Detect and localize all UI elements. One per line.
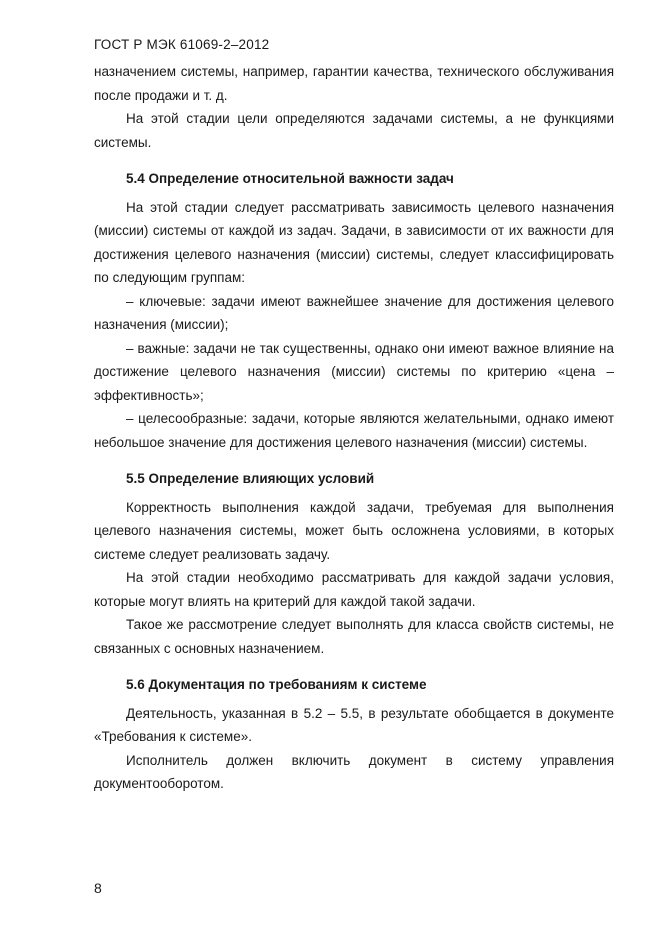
- list-item-desirable-tasks: – целесообразные: задачи, которые являются желательными, однако имеют небольшое значение для достижения целевого назначения (миссии) системы.: [94, 411, 614, 450]
- document-body: [94, 60, 614, 796]
- paragraph-goals: На этой стадии цели определяются задачами системы, а не функциями системы.: [94, 111, 614, 150]
- page-number: 8: [94, 880, 102, 896]
- list-item-important-tasks: – важные: задачи не так существенны, однако они имеют важное влияние на достижение целевого назначения (миссии) системы по критерию «цена – эффективность»;: [94, 340, 614, 403]
- section-5-5-title: 5.5 Определение влияющих условий: [126, 471, 375, 486]
- paragraph-continuation: назначением системы, например, гарантии качества, технического обслуживания после продажи и т. д.: [94, 64, 614, 103]
- section-5-6-title: 5.6 Документация по требованиям к системе: [126, 677, 427, 692]
- list-item-key-tasks: – ключевые: задачи имеют важнейшее значение для достижения целевого назначения (миссии);: [94, 293, 614, 332]
- section-5-5-paragraph-3: Такое же рассмотрение следует выполнять для класса свойств системы, не связанных с основных назначением.: [94, 617, 614, 656]
- document-header: ГОСТ Р МЭК 61069-2–2012: [94, 37, 270, 52]
- section-5-5-paragraph-1: Корректность выполнения каждой задачи, требуемая для выполнения целевого назначения системы, может быть осложнена условиями, в которых системе следует реализовать задачу.: [94, 499, 614, 562]
- section-5-6-paragraph-2: Исполнитель должен включить документ в систему управления документооборотом.: [94, 752, 614, 791]
- section-5-6-paragraph-1: Деятельность, указанная в 5.2 – 5.5, в результате обобщается в документе «Требования к системе».: [94, 705, 614, 744]
- section-5-5-paragraph-2: На этой стадии необходимо рассматривать для каждой задачи условия, которые могут влиять на критерий для каждой такой задачи.: [94, 570, 614, 609]
- section-5-4-title: 5.4 Определение относительной важности задач: [126, 171, 454, 186]
- section-5-4-intro: На этой стадии следует рассматривать зависимость целевого назначения (миссии) системы от каждой из задач. Задачи, в зависимости от их важности для достижения целевого назначения (миссии) системы, следует классифицировать по следующим группам:: [94, 199, 614, 285]
